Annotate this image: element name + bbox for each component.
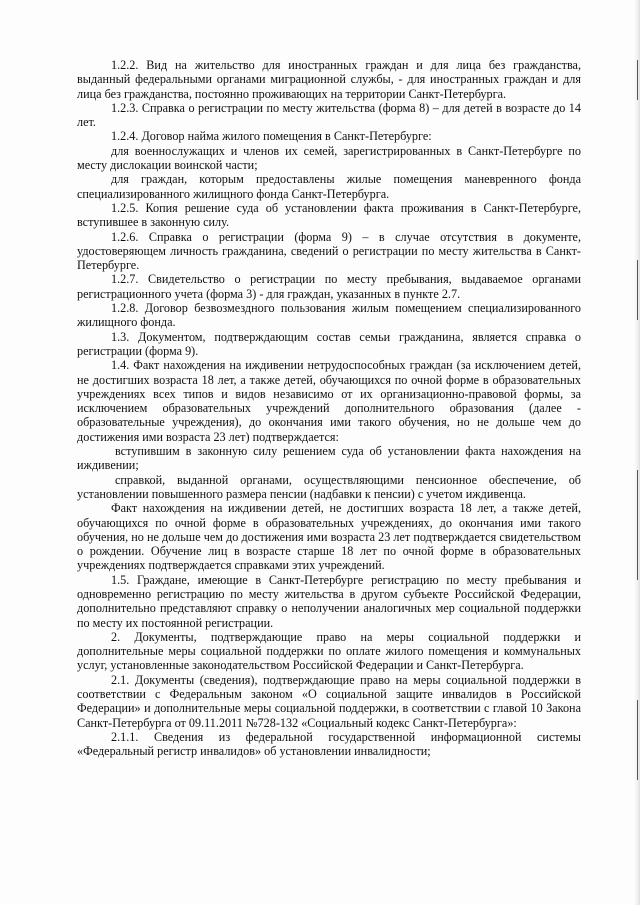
paragraph-court-decision: вступившим в законную силу решением суда об установлении факта нахождения на иждивении; <box>77 444 581 473</box>
paragraph-1-2-6: 1.2.6. Справка о регистрации (форма 9) – в случае отсутствия в документе, удостоверяющем личность гражданина, сведений о регистрации по месту жительства в Санкт-Петербурге. <box>77 229 581 273</box>
scan-edge-mark <box>637 700 638 780</box>
paragraph-1-2-3: 1.2.3. Справка о регистрации по месту жительства (форма 8) – для детей в возрасте до 14 лет. <box>77 100 581 130</box>
paragraph-1-2-4: 1.2.4. Договор найма жилого помещения в Санкт-Петербурге: <box>111 129 432 144</box>
paragraph-1-5: 1.5. Граждане, имеющие в Санкт-Петербурге регистрацию по месту пребывания и одновременно регистрацию по месту жительства в другом субъекте Российской Федерации, дополнительно представляют справку о неполучении аналогичных мер социальной поддержки по месту их постоянной регистрации. <box>77 572 581 630</box>
scan-edge-mark <box>637 470 638 580</box>
paragraph-2: 2. Документы, подтверждающие право на меры социальной поддержки и дополнительные меры социальной поддержки по оплате жилого помещения и коммунальных услуг, установленные законодательством Российской Федерации и Санкт-Петербурга. <box>77 629 581 673</box>
paragraph-1-3: 1.3. Документом, подтверждающим состав семьи гражданина, является справка о регистрации (форма 9). <box>77 329 581 358</box>
scan-edge-mark <box>637 60 638 100</box>
paragraph-military: для военнослужащих и членов их семей, зарегистрированных в Санкт-Петербурге по месту дислокации воинской части; <box>77 143 581 173</box>
scan-edge-mark <box>637 260 638 320</box>
paragraph-1-2-2: 1.2.2. Вид на жительство для иностранных граждан и для лица без гражданства, выданный федеральными органами миграционной службы, - для иностранных граждан и для лица без гражданства, постоянно проживающих на территории Санкт-Петербурга. <box>77 58 581 101</box>
paragraph-1-2-8: 1.2.8. Договор безвозмездного пользования жилым помещением специализированного жилищного фонда. <box>77 301 581 330</box>
document-body <box>77 58 581 759</box>
paragraph-pension-certificate: справкой, выданной органами, осуществляющими пенсионное обеспечение, об установлении повышенного размера пенсии (надбавки к пенсии) с учетом иждивенца. <box>77 472 581 501</box>
paragraph-1-2-7: 1.2.7. Свидетельство о регистрации по месту пребывания, выдаваемое органами регистрационного учета (форма 3) - для граждан, указанных в пункте 2.7. <box>77 272 581 301</box>
paragraph-children-dependency: Факт нахождения на иждивении детей, не достигших возраста 18 лет, а также детей, обучающихся по очной форме в образовательных учреждениях, до окончания ими такого обучения, но не дольше чем до достижения ими возраста 23 лет подтверждается свидетельством о рождении. Обучение лиц в возрасте старше 18 лет по очной форме в образовательных учреждениях подтверждается справками этих учреждений. <box>77 501 581 573</box>
paragraph-2-1-1: 2.1.1. Сведения из федеральной государственной информационной системы «Федеральный регистр инвалидов» об установлении инвалидности; <box>77 729 581 759</box>
paragraph-2-1: 2.1. Документы (сведения), подтверждающие право на меры социальной поддержки в соответствии с Федеральным законом «О социальной защите инвалидов в Российской Федерации» и дополнительные меры социальной поддержки, в соответствии с главой 10 Закона Санкт-Петербурга от 09.11.2011 №728-132 «Социальный кодекс Санкт-Петербурга»: <box>77 672 581 730</box>
paragraph-maneuver-fund: для граждан, которым предоставлены жилые помещения маневренного фонда специализированного жилищного фонда Санкт-Петербурга. <box>77 172 581 201</box>
paragraph-1-4: 1.4. Факт нахождения на иждивении нетрудоспособных граждан (за исключением детей, не достигших возраста 18 лет, а также детей, обучающихся по очной форме в образовательных учреждениях всех типов и видов независимо от их организационно-правовой формы, за исключением образовательных учреждений дополнительного образования (далее - образовательные учреждения), до окончания ими такого обучения, но не дольше чем до достижения ими возраста 23 лет) подтверждается: <box>77 358 581 444</box>
paragraph-1-2-5: 1.2.5. Копия решение суда об установлении факта проживания в Санкт-Петербурге, вступившее в законную силу. <box>77 200 581 230</box>
